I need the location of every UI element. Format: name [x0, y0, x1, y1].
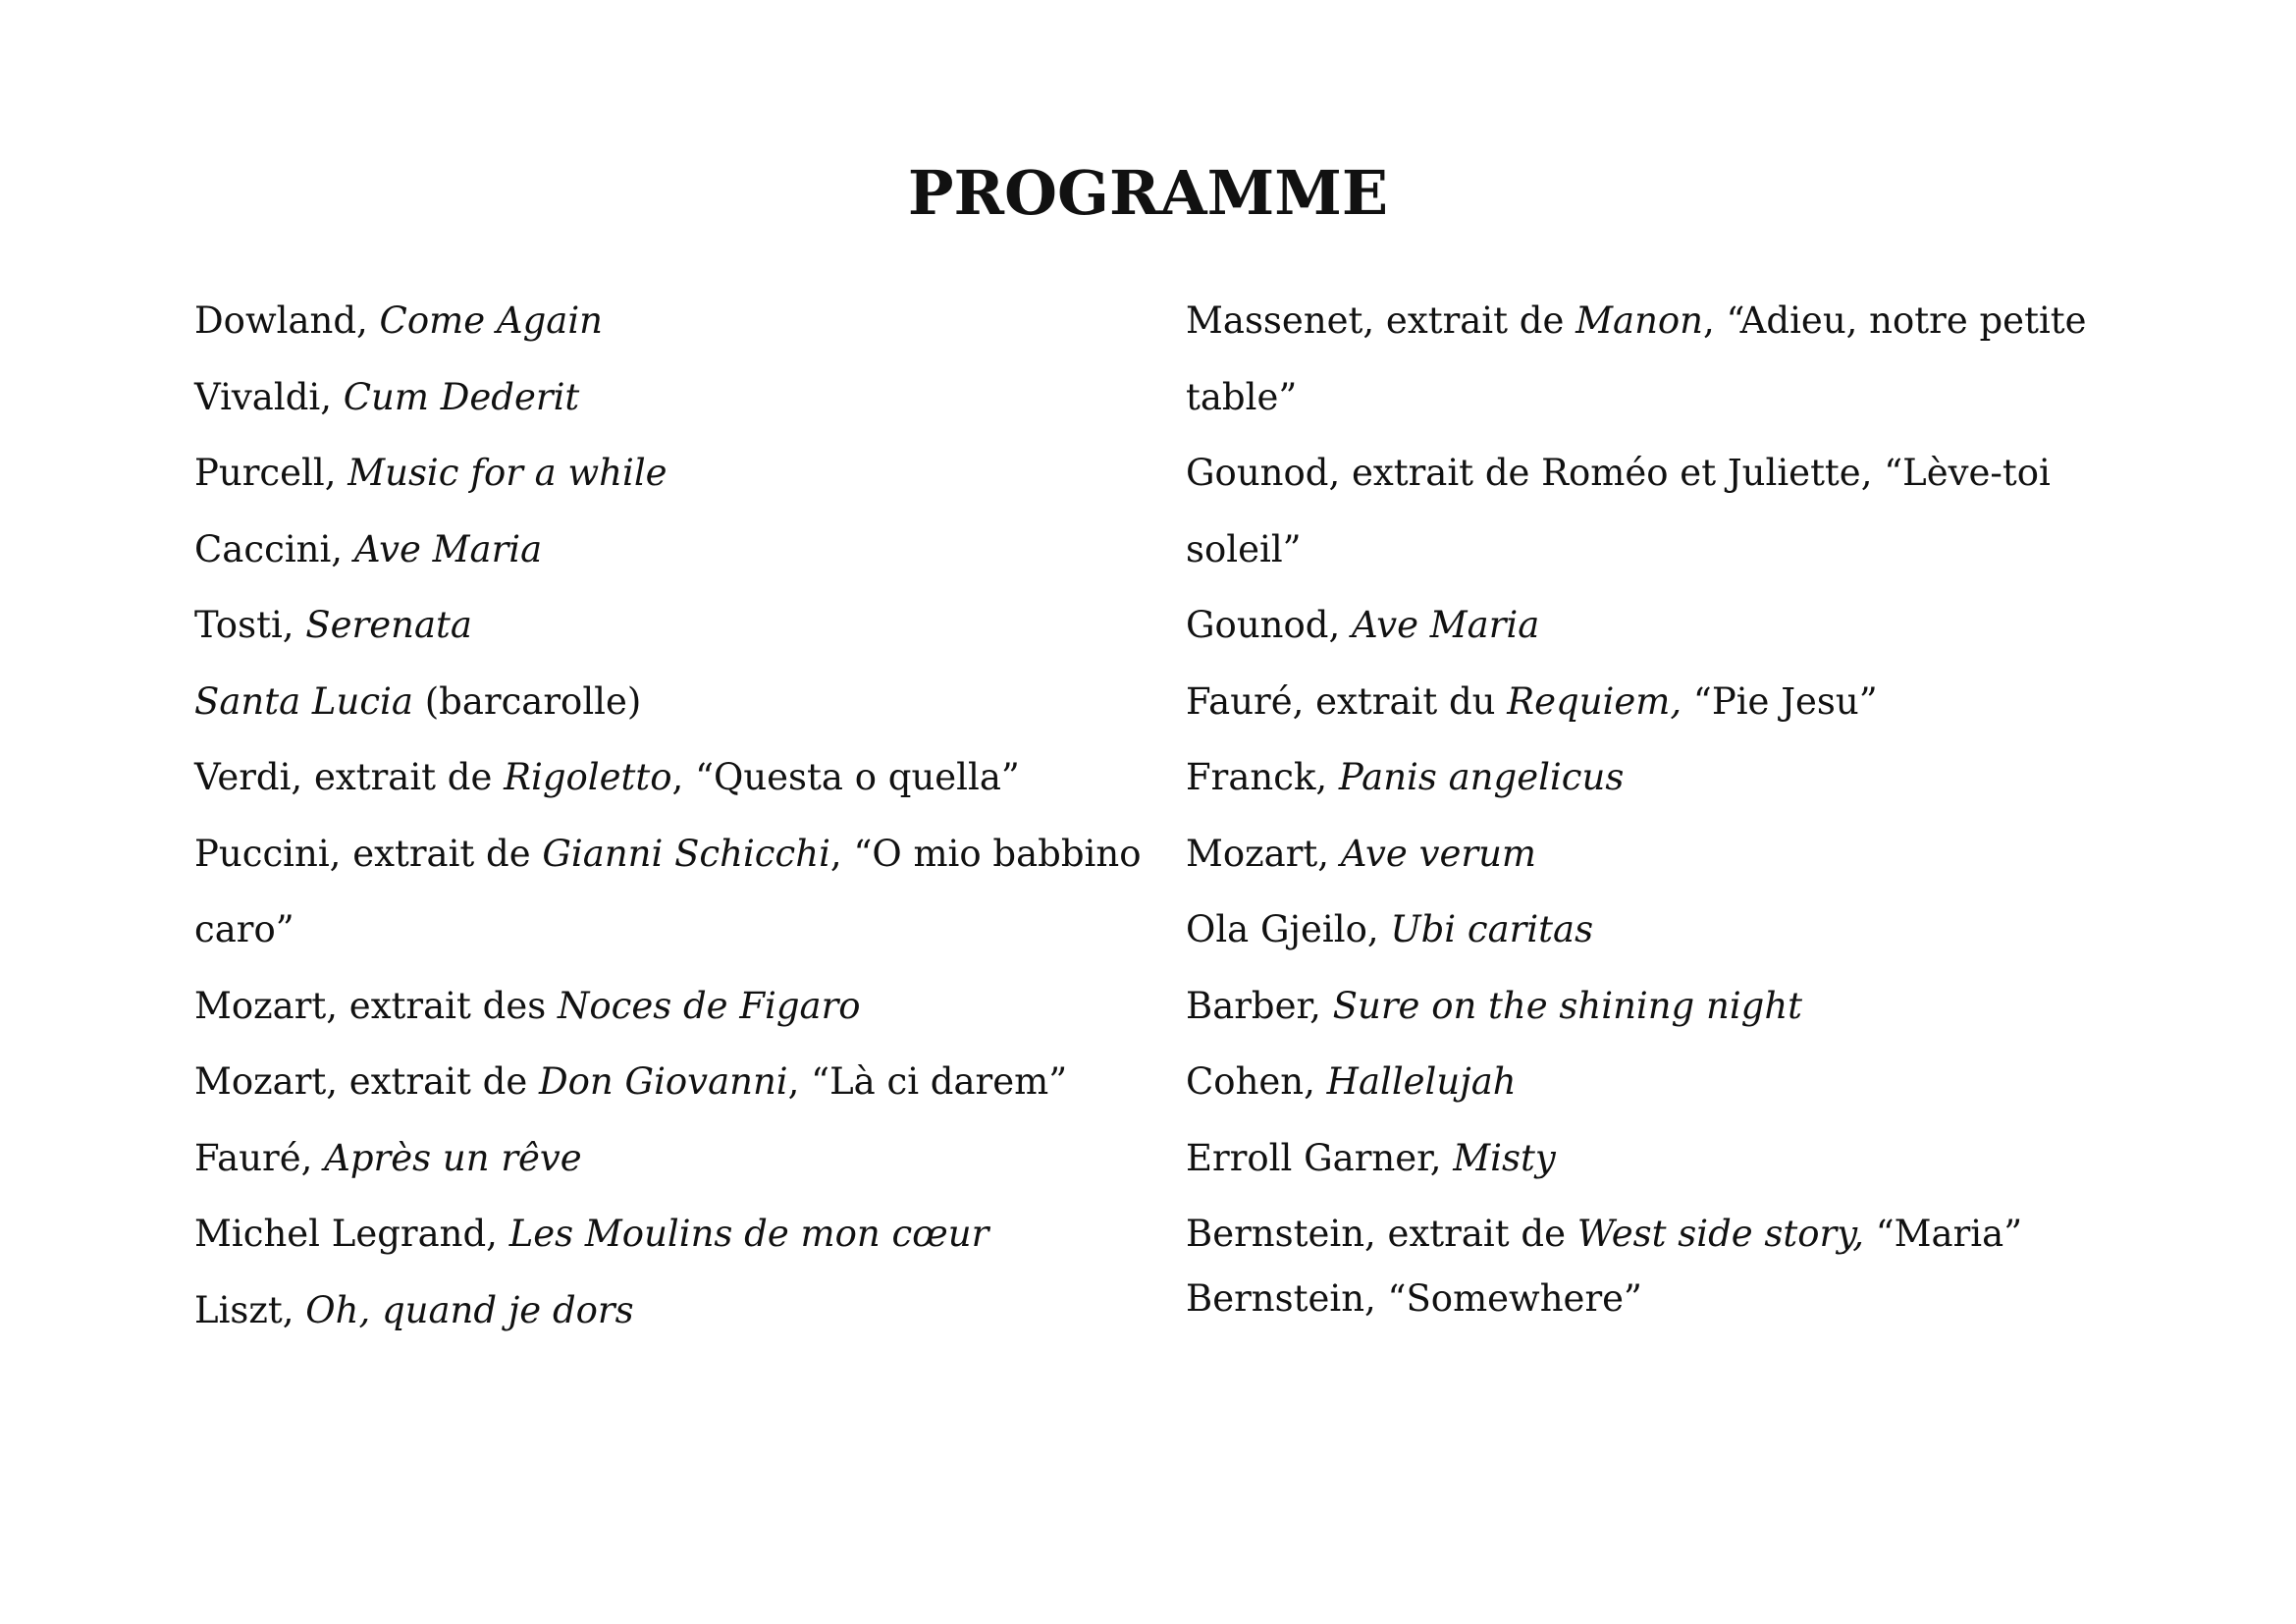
programme-item [1186, 587, 2087, 664]
item-text: , “Questa o quella” [671, 756, 1020, 798]
item-text: Purcell, [194, 452, 348, 494]
work-title: Noces de Figaro [557, 984, 861, 1027]
item-text: Michel Legrand, [194, 1213, 509, 1255]
item-text: soleil” [1186, 527, 1302, 570]
work-title: Gianni Schicchi [542, 832, 830, 875]
item-text: Tosti, [194, 604, 306, 646]
item-text: Fauré, [194, 1136, 325, 1179]
programme-item [1186, 435, 2087, 587]
programme-item [1186, 1120, 2087, 1197]
programme-item [1186, 968, 2087, 1045]
work-title: Ave Maria [353, 527, 543, 570]
work-title: Misty [1453, 1136, 1556, 1179]
item-text: Vivaldi, [194, 375, 344, 418]
work-title: Après un rêve [324, 1136, 582, 1179]
item-text: Bernstein, extrait de [1186, 1213, 1577, 1255]
programme-item [194, 664, 1141, 740]
programme-item [194, 1196, 1141, 1272]
work-title: Ave verum [1340, 832, 1536, 875]
programme-column-left [194, 283, 1141, 1348]
work-title: Sure on the shining night [1332, 984, 1803, 1027]
programme-item [1186, 1044, 2087, 1120]
item-text: Cohen, [1186, 1060, 1327, 1103]
programme-item [1186, 1267, 2087, 1330]
item-text: caro” [194, 908, 294, 950]
programme-item [194, 816, 1141, 968]
programme-item [1186, 664, 2087, 740]
work-title: Santa Lucia [194, 679, 413, 723]
item-text: , “Là ci darem” [787, 1060, 1068, 1103]
item-text: Barber, [1186, 984, 1333, 1027]
work-title: Ubi caritas [1390, 908, 1594, 950]
programme-item [194, 739, 1141, 816]
programme-item [194, 512, 1141, 588]
programme-item [1186, 892, 2087, 968]
item-text: Fauré, extrait du [1186, 679, 1508, 723]
item-text: Dowland, [194, 299, 380, 342]
programme-item [1186, 283, 2087, 435]
programme-item [194, 359, 1141, 436]
work-title: Requiem, [1507, 679, 1682, 723]
item-text: Franck, [1186, 756, 1339, 798]
item-text: Verdi, extrait de [194, 756, 505, 798]
work-title: Oh, quand je dors [305, 1288, 634, 1331]
item-text: table” [1186, 375, 1298, 418]
programme-item [194, 1120, 1141, 1197]
page-title: PROGRAMME [907, 157, 1389, 229]
programme-item [194, 1044, 1141, 1120]
programme-item [194, 283, 1141, 359]
work-title: Cum Dederit [343, 375, 580, 418]
item-text: , “Adieu, notre petite [1703, 299, 2087, 342]
work-title: Hallelujah [1326, 1060, 1517, 1103]
work-title: Panis angelicus [1338, 756, 1625, 798]
item-text: Mozart, extrait des [194, 984, 558, 1027]
item-text: Bernstein, “Somewhere” [1186, 1276, 1642, 1320]
item-text: Ola Gjeilo, [1186, 908, 1391, 950]
work-title: Manon [1575, 299, 1704, 342]
programme-item [194, 968, 1141, 1045]
item-text: Caccini, [194, 527, 354, 570]
work-title: Serenata [305, 604, 472, 646]
item-text: , “O mio babbino [829, 832, 1142, 875]
programme-item [1186, 1196, 2087, 1272]
item-text: Massenet, extrait de [1186, 299, 1576, 342]
programme-item [1186, 739, 2087, 816]
item-text: Erroll Garner, [1186, 1136, 1454, 1179]
programme-item [194, 435, 1141, 512]
work-title: Rigoletto [504, 756, 672, 798]
item-text: “Maria” [1864, 1213, 2023, 1255]
item-text: Mozart, extrait de [194, 1060, 539, 1103]
item-text: Liszt, [194, 1288, 306, 1331]
work-title: Don Giovanni [538, 1060, 788, 1103]
item-text: Gounod, extrait de Roméo et Juliette, “Lève-toi [1186, 452, 2051, 494]
item-text: Puccini, extrait de [194, 832, 543, 875]
item-text: Gounod, [1186, 604, 1352, 646]
item-text: “Pie Jesu” [1682, 679, 1878, 723]
work-title: West side story, [1576, 1213, 1864, 1255]
programme-item [194, 587, 1141, 664]
work-title: Ave Maria [1351, 604, 1540, 646]
programme-item [194, 1272, 1141, 1349]
work-title: Les Moulins de mon cœur [508, 1213, 989, 1255]
work-title: Come Again [379, 299, 604, 342]
programme-item [1186, 816, 2087, 893]
programme-column-right [1186, 283, 2087, 1330]
work-title: Music for a while [347, 452, 667, 494]
item-text: (barcarolle) [412, 679, 642, 723]
item-text: Mozart, [1186, 832, 1341, 875]
